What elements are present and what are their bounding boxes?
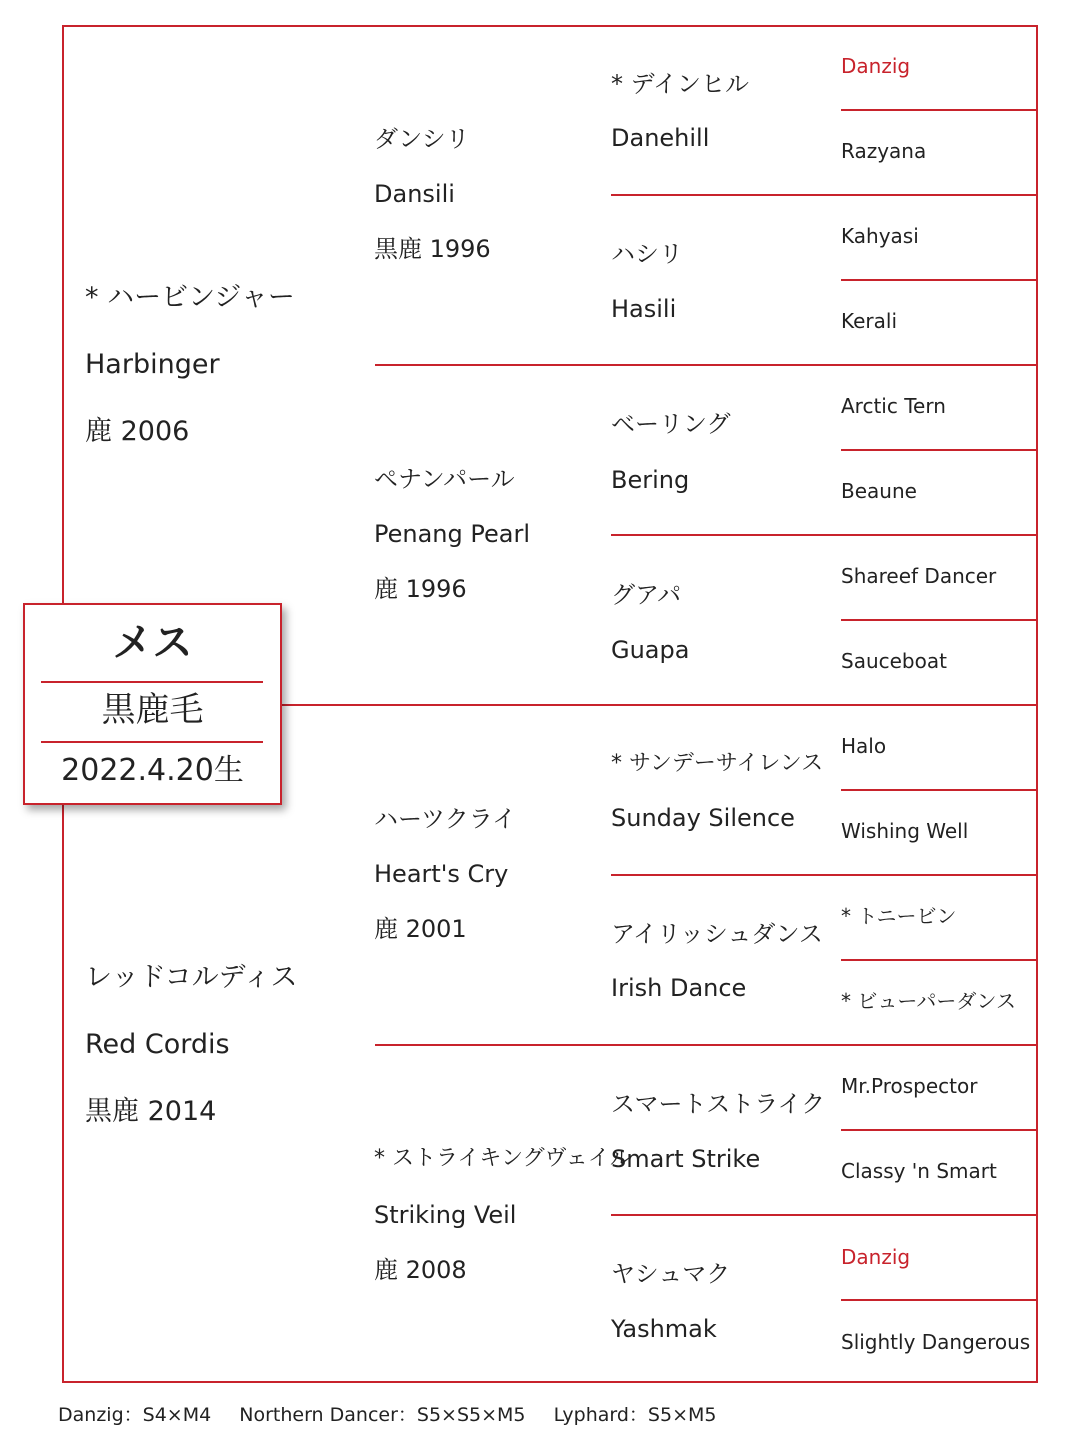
dam-info: 黒鹿 2014 bbox=[85, 1096, 217, 1127]
gen3-divider bbox=[611, 874, 1038, 876]
gen3-5-japanese-name: アイリッシュダンス bbox=[611, 920, 823, 948]
gen4-divider bbox=[841, 109, 1038, 111]
horse-coat-color: 黒鹿毛 bbox=[101, 690, 204, 730]
gen2-0-english-name: Dansili bbox=[374, 180, 455, 208]
inbreeding-item: Danzig：S4×M4 bbox=[58, 1404, 212, 1426]
gen2-divider bbox=[375, 1044, 1038, 1046]
gen2-0-info: 黒鹿 1996 bbox=[374, 235, 491, 263]
gen3-6-japanese-name: スマートストライク bbox=[611, 1090, 826, 1118]
gen2-3-japanese-name: * ストライキングヴェイル bbox=[374, 1146, 632, 1171]
gen3-7-japanese-name: ヤシュマク bbox=[611, 1260, 731, 1288]
gen3-2-english-name: Bering bbox=[611, 466, 690, 494]
inbreeding-item: Northern Dancer：S5×S5×M5 bbox=[239, 1404, 526, 1426]
gen4-3-name: Kerali bbox=[841, 309, 898, 333]
gen3-divider bbox=[611, 534, 1038, 536]
horse-box-divider bbox=[41, 681, 263, 683]
gen3-1-japanese-name: ハシリ bbox=[611, 240, 683, 268]
sire-info: 鹿 2006 bbox=[85, 416, 190, 447]
gen4-12-name: Mr.Prospector bbox=[841, 1074, 978, 1098]
horse-birth-date: 2022.4.20生 bbox=[61, 753, 244, 788]
gen4-9-name: Wishing Well bbox=[841, 819, 969, 843]
gen4-divider bbox=[841, 789, 1038, 791]
dam-english-name: Red Cordis bbox=[85, 1029, 230, 1060]
gen2-1-info: 鹿 1996 bbox=[374, 575, 467, 603]
gen3-1-english-name: Hasili bbox=[611, 295, 677, 323]
gen4-13-name: Classy 'n Smart bbox=[841, 1159, 997, 1183]
gen2-3-english-name: Striking Veil bbox=[374, 1201, 517, 1229]
gen4-15-name: Slightly Dangerous bbox=[841, 1330, 1031, 1354]
gen4-divider bbox=[841, 279, 1038, 281]
gen3-4-japanese-name: * サンデーサイレンス bbox=[611, 751, 824, 776]
gen3-7-english-name: Yashmak bbox=[611, 1315, 717, 1343]
gen2-2-english-name: Heart's Cry bbox=[374, 860, 509, 888]
gen4-2-name: Kahyasi bbox=[841, 224, 919, 248]
gen3-2-japanese-name: ベーリング bbox=[611, 410, 731, 438]
gen4-10-name: * トニービン bbox=[841, 904, 957, 928]
gen2-2-japanese-name: ハーツクライ bbox=[374, 805, 517, 833]
gen3-6-english-name: Smart Strike bbox=[611, 1145, 761, 1173]
dam-japanese-name: レッドコルディス bbox=[85, 962, 298, 993]
gen4-8-name: Halo bbox=[841, 734, 887, 758]
gen3-divider bbox=[611, 1214, 1038, 1216]
inbreeding-summary bbox=[58, 1400, 738, 1427]
gen4-1-name: Razyana bbox=[841, 139, 927, 163]
gen4-7-name: Sauceboat bbox=[841, 649, 947, 673]
gen4-6-name: Shareef Dancer bbox=[841, 564, 997, 588]
gen4-divider bbox=[841, 619, 1038, 621]
gen4-divider bbox=[841, 449, 1038, 451]
gen4-0-name: Danzig bbox=[841, 54, 911, 78]
gen4-5-name: Beaune bbox=[841, 479, 917, 503]
gen2-2-info: 鹿 2001 bbox=[374, 915, 467, 943]
sire-english-name: Harbinger bbox=[85, 349, 220, 380]
horse-name: メス bbox=[112, 620, 193, 666]
gen3-3-japanese-name: グアパ bbox=[611, 581, 682, 609]
gen4-divider bbox=[841, 1129, 1038, 1131]
gen3-divider bbox=[611, 194, 1038, 196]
gen2-3-info: 鹿 2008 bbox=[374, 1256, 467, 1284]
gen4-14-name: Danzig bbox=[841, 1245, 911, 1269]
gen2-1-english-name: Penang Pearl bbox=[374, 520, 530, 548]
gen3-5-english-name: Irish Dance bbox=[611, 974, 747, 1002]
gen2-0-japanese-name: ダンシリ bbox=[374, 125, 470, 153]
gen3-0-english-name: Danehill bbox=[611, 124, 710, 152]
horse-info-box bbox=[23, 603, 282, 805]
sire-japanese-name: * ハービンジャー bbox=[85, 282, 295, 313]
horse-box-divider bbox=[41, 741, 263, 743]
gen3-0-japanese-name: * デインヒル bbox=[611, 70, 749, 98]
gen4-divider bbox=[841, 1299, 1038, 1301]
inbreeding-item: Lyphard：S5×M5 bbox=[553, 1404, 717, 1426]
gen2-1-japanese-name: ペナンパール bbox=[374, 465, 515, 493]
gen3-4-english-name: Sunday Silence bbox=[611, 804, 795, 832]
gen4-11-name: * ビューパーダンス bbox=[841, 989, 1016, 1013]
gen3-3-english-name: Guapa bbox=[611, 636, 690, 664]
gen4-divider bbox=[841, 959, 1038, 961]
gen4-4-name: Arctic Tern bbox=[841, 394, 946, 418]
gen2-divider bbox=[375, 364, 1038, 366]
